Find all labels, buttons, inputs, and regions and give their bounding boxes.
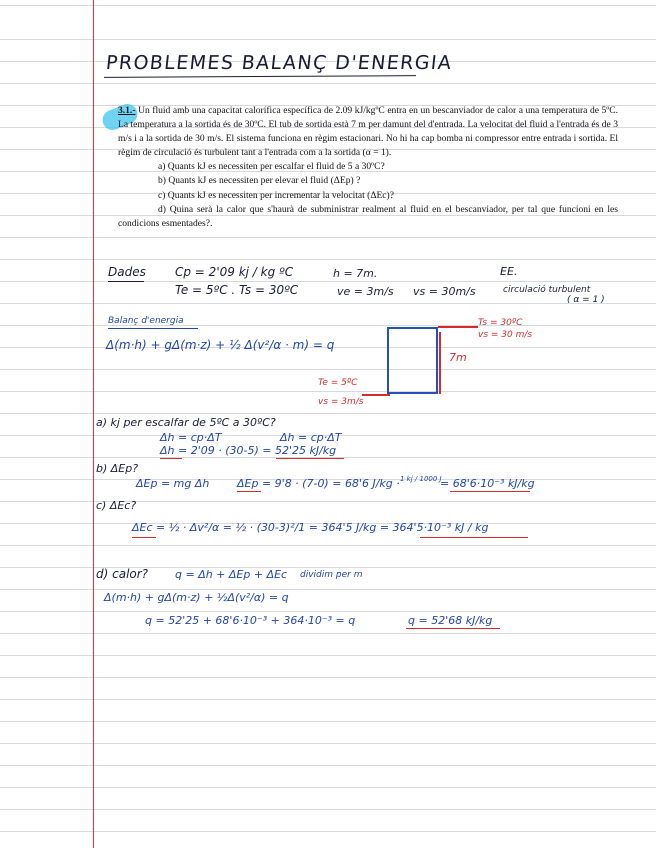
part-a-formula-2: Δh = cp·ΔT bbox=[280, 431, 342, 444]
question-d: d) Quina serà la calor que s'haurà de subministrar realment al fluid en el bescanviador, per tal que funcioni en les condicions esmentades?. bbox=[118, 203, 618, 229]
part-b-question: b) ΔEp? bbox=[96, 462, 139, 475]
part-b-conversion: 1 kj / 1000 J bbox=[400, 475, 442, 483]
balanc-underline bbox=[108, 328, 198, 329]
part-d-balance: Δ(m·h) + gΔ(m·z) + ½Δ(v²/α) = q bbox=[104, 591, 289, 604]
part-d-note: dividim per m bbox=[300, 570, 363, 580]
diagram-ts: Ts = 30ºC bbox=[478, 318, 523, 328]
part-b-result: = 68'6·10⁻³ kJ/kg bbox=[440, 477, 535, 490]
dades-ve: ve = 3m/s bbox=[337, 285, 394, 298]
diagram-height: 7m bbox=[449, 351, 467, 364]
dades-h: h = 7m. bbox=[333, 267, 378, 280]
part-c-calc: ΔEc = ½ · Δv²/α = ½ · (30-3)²/1 = 364'5 J/kg = 364'5·10⁻³ kJ / kg bbox=[132, 521, 489, 534]
part-b-underline-dep bbox=[237, 491, 261, 492]
part-d-calc: q = 52'25 + 68'6·10⁻³ + 364·10⁻³ = q bbox=[145, 614, 356, 627]
page-title: PROBLEMES BALANÇ D'ENERGIA bbox=[104, 52, 454, 74]
dades-cp: Cp = 2'09 kj / kg ºC bbox=[175, 265, 294, 279]
balanc-equation: Δ(m·h) + gΔ(m·z) + ½ Δ(v²/α · m) = q bbox=[106, 338, 335, 352]
heat-exchanger-box bbox=[387, 327, 438, 394]
dades-underline bbox=[108, 281, 144, 282]
title-underline bbox=[104, 75, 416, 78]
dades-te-ts: Te = 5ºC . Ts = 30ºC bbox=[175, 283, 299, 297]
part-a-underline-dh bbox=[160, 458, 182, 459]
dades-ee: EE. bbox=[500, 265, 518, 278]
margin-line bbox=[93, 0, 94, 848]
part-a-formula-1: Δh = cp·ΔT bbox=[160, 431, 222, 444]
diagram-te: Te = 5ºC bbox=[318, 378, 358, 388]
part-d-result: q = 52'68 kJ/kg bbox=[408, 614, 493, 627]
question-a: a) Quants kJ es necessiten per escalfar el fluid de 5 a 30ºC? bbox=[158, 161, 385, 173]
height-dimension-line bbox=[439, 332, 441, 394]
part-b-formula: ΔEp = mg Δh bbox=[136, 477, 210, 490]
part-d-question: d) calor? bbox=[96, 567, 149, 581]
problem-number: 3.1.- bbox=[118, 105, 136, 116]
problem-text: Un fluid amb una capacitat calorífica específica de 2.09 kJ/kgºC entra en un bescanviador de calor a una temperatura de 5ºC. La temperatura a la sortida és de 30ºC. El tub de sortida està 7 m per damunt del d'entrada. La velocitat del fluid a l'entrada és de 3 m/s i a la sortida de 30 m/s. El sistema funciona en règim estacionari. No hi ha cap bomba ni compressor entre entrada i sortida. El règim de circulació és turbulent tant a l'entrada com a la sortida (α = 1). bbox=[118, 105, 619, 159]
part-d-sum: q = Δh + ΔEp + ΔEc bbox=[175, 568, 288, 581]
balanc-label: Balanç d'energia bbox=[108, 316, 184, 326]
problem-statement bbox=[118, 104, 618, 231]
dades-vs: vs = 30m/s bbox=[413, 285, 476, 298]
part-c-underline-dec bbox=[132, 537, 156, 538]
part-a-underline-result bbox=[276, 458, 344, 459]
dades-label: Dades bbox=[108, 265, 146, 279]
part-a-result: Δh = 2'09 · (30-5) = 52'25 kJ/kg bbox=[160, 444, 337, 457]
inlet-arrow bbox=[362, 394, 390, 396]
outlet-arrow bbox=[438, 326, 478, 328]
dades-alpha: ( α = 1 ) bbox=[567, 295, 605, 305]
part-c-question: c) ΔEc? bbox=[96, 499, 137, 512]
question-b: b) Quants kJ es necessiten per elevar el fluid (ΔEp) ? bbox=[158, 175, 361, 187]
question-c: c) Quants kJ es necessiten per incrementar la velocitat (ΔEc)? bbox=[158, 189, 394, 201]
diagram-ve: vs = 3m/s bbox=[318, 397, 364, 407]
diagram-vs: vs = 30 m/s bbox=[478, 330, 533, 340]
part-b-underline-result bbox=[450, 491, 530, 492]
part-b-calc: ΔEp = 9'8 · (7-0) = 68'6 J/kg · bbox=[237, 477, 400, 490]
dades-circulacio: circulació turbulent bbox=[503, 285, 591, 295]
part-c-underline-result bbox=[420, 537, 528, 538]
part-a-question: a) kj per escalfar de 5ºC a 30ºC? bbox=[96, 416, 276, 429]
part-d-underline-result bbox=[406, 628, 500, 629]
